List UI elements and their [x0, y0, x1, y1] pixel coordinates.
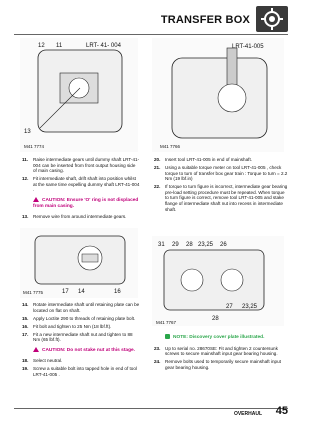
step-text: Using a suitable torque meter on tool LRT-41-005 , check torque to turn of transfer box gear train : Torque to turn = 2.2 Nm (19 lbf.in) [165, 164, 288, 182]
header-rule [14, 34, 288, 35]
fig3-callout-17: 17 [62, 289, 69, 295]
note-discovery [165, 334, 288, 341]
fig2-callout-tool: LRT-41-005 [232, 44, 264, 50]
figure-retaining-plate [20, 228, 138, 298]
fig4-callout-2325b: 23,25 [242, 304, 258, 310]
fig1-callout-tool: LRT- 41- 004 [86, 43, 121, 49]
page-title: TRANSFER BOX [160, 14, 250, 26]
figure-intermediate-shaft [20, 38, 138, 152]
right-steps-top [154, 157, 288, 215]
step-16 [22, 324, 140, 330]
step-text: Rotate intermediate shaft until retaining plate can be located on flat on shaft. [33, 302, 140, 313]
fig4-label: M41 7767 [156, 320, 177, 325]
step-number: 12. [22, 176, 29, 182]
caution-icon [33, 347, 39, 352]
caution-stake-nut [33, 347, 140, 354]
step-text: Fit bolt and tighten to 25 Nm (18 lbf.ft). [33, 323, 112, 329]
fig4-callout-29: 29 [172, 242, 179, 248]
step-20 [154, 157, 288, 163]
step-11 [22, 157, 140, 174]
step-17 [22, 332, 140, 343]
fig2-label: M41 7766 [160, 144, 181, 149]
fig1-label: M41 7774 [24, 144, 45, 149]
figure-cover-plate [152, 236, 284, 326]
step-22 [154, 184, 288, 212]
step-number: 21. [154, 164, 161, 170]
step-12 [22, 176, 140, 193]
step-number: 20. [154, 157, 161, 162]
fig3-label: M41 7775 [23, 290, 44, 295]
step-24 [154, 359, 288, 370]
step-text: If torque to turn figure is incorrect, intermediate gear bearing pre-load setting procedure must be repeated. When torque to turn figure is correct, remove tool LRT-41-005 and stake flange of intermediate shaft nut into recess in intermediate shaft. [165, 184, 288, 212]
step-text: Screw a suitable bolt into tapped hole in end of tool LRT-41-005 . [33, 366, 137, 377]
step-number: 14. [22, 302, 29, 307]
step-text: Fit intermediate shaft, drift shaft into position whilst at the same time expelling dummy shaft LRT-41-004 . [33, 176, 140, 193]
note-icon [165, 334, 170, 339]
left-steps-bottom [22, 302, 140, 380]
fig1-callout-11: 11 [56, 43, 63, 49]
step-21 [154, 165, 288, 182]
fig4-callout-2325a: 23,25 [198, 242, 214, 248]
step-text: Fit a new intermediate shaft nut and tighten to 88 Nm (65 lbf.ft). [33, 331, 133, 343]
step-number: 18. [22, 358, 29, 364]
step-number: 15. [22, 315, 29, 321]
step-text: Up to serial no. 28670SE: Fit and tighten 2 countersunk screws to secure mainshaft input gear bearing housing. [165, 345, 278, 357]
step-text: Remove wire from around intermediate gears. [33, 214, 127, 220]
left-steps-top [22, 157, 140, 222]
step-number: 19. [22, 366, 29, 372]
fig3-callout-14: 14 [78, 289, 85, 295]
step-14 [22, 302, 140, 313]
fig4-callout-28a: 28 [186, 242, 193, 248]
step-number: 17. [22, 331, 29, 337]
step-text: Apply Loctite 290 to threads of retaining plate bolt. [33, 315, 136, 321]
note-text: NOTE: Discovery cover plate illustrated. [173, 335, 265, 340]
caution-o-ring [33, 197, 140, 209]
fig1-callout-12: 12 [38, 43, 45, 49]
gear-logo-icon [256, 6, 288, 32]
step-text: Insert tool LRT-41-005 in end of mainshaft. [165, 157, 252, 162]
fig3-callout-16: 16 [114, 289, 121, 295]
step-number: 16. [22, 323, 29, 329]
step-number: 22. [154, 184, 161, 190]
right-steps-bottom [154, 330, 288, 373]
fig4-callout-27: 27 [226, 304, 233, 310]
step-13 [22, 214, 140, 220]
fig1-callout-13: 13 [24, 129, 31, 135]
caution-text: CAUTION: Do not stake nut at this stage. [42, 347, 136, 353]
step-15 [22, 316, 140, 322]
step-18 [22, 358, 140, 364]
caution-text: CAUTION: Ensure 'O' ring is not displaced from main casing. [33, 197, 139, 209]
step-number: 13. [22, 214, 29, 220]
step-text: Raise intermediate gears until dummy shaft LRT-41-004 can be inserted from front output housing side of main casing. [33, 157, 140, 174]
step-number: 11. [22, 157, 29, 162]
step-number: 24. [154, 359, 161, 365]
step-number: 23. [154, 345, 161, 351]
step-19 [22, 366, 140, 377]
footer-rule [14, 408, 288, 409]
step-23 [154, 346, 288, 357]
fig4-callout-26: 26 [220, 242, 227, 248]
step-text: Select neutral. [33, 358, 63, 364]
fig4-callout-31: 31 [158, 242, 165, 248]
step-text: Remove bolts used to temporarily secure mainshaft input gear bearing housing. [165, 359, 281, 370]
fig4-callout-28b: 28 [212, 316, 219, 322]
footer-section: OVERHAUL [233, 411, 262, 417]
page-number: 45 [275, 405, 288, 417]
figure-tool-insert [152, 38, 284, 152]
caution-icon [33, 197, 39, 202]
